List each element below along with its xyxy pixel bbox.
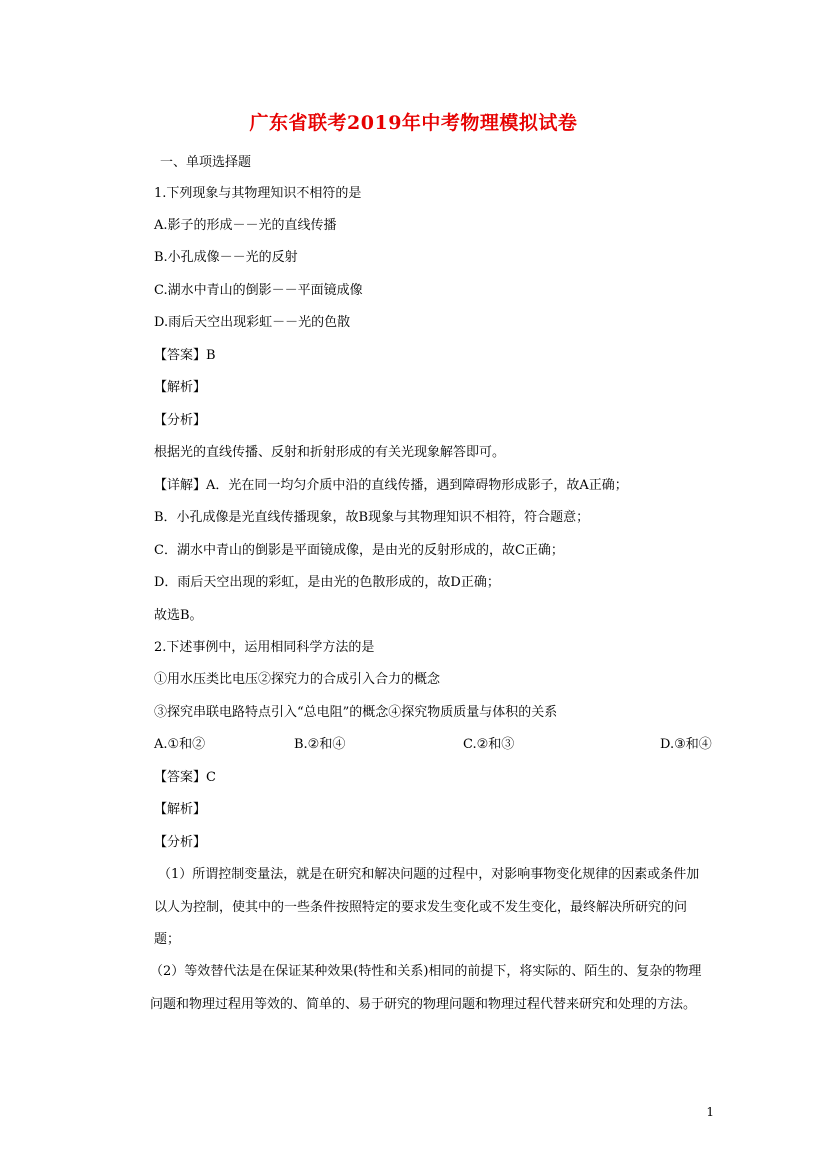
q1-detail-line: C．湖水中青山的倒影是平面镜成像，是由光的反射形成的，故C正确； [154,543,564,558]
q1-jiexi-label: 【解析】 [154,380,207,395]
q2-answer: 【答案】C [154,770,216,785]
q1-option-c: C.湖水中青山的倒影－－平面镜成像 [154,283,363,298]
document-title: 广东省联考2019年中考物理模拟试卷 [249,112,578,134]
q2-fenxi-label: 【分析】 [154,835,207,850]
q1-stem: 1.下列现象与其物理知识不相符的是 [154,186,362,201]
page-number: 1 [706,1105,714,1119]
q2-paragraph-1: （1）所谓控制变量法，就是在研究和解决问题的过程中，对影响事物变化规律的因素或条件加以人为控制，使其中的一些条件按照特定的要求发生变化或不发生变化，最终解决所研究的问题； [154,867,700,947]
q1-detail-line: 【详解】A．光在同一均匀介质中沿的直线传播，遇到障碍物形成影子，故A正确； [154,478,628,493]
q2-option-a: A.①和② [154,737,206,752]
q1-detail-line: D．雨后天空出现的彩虹，是由光的色散形成的，故D正确； [154,575,500,590]
q2-option-d: D.③和④ [660,737,712,752]
q2-option-b: B.②和④ [294,737,346,752]
section-heading: 一、单项选择题 [160,155,252,170]
q1-fenxi-text: 根据光的直线传播、反射和折射形成的有关光现象解答即可。 [154,445,506,460]
q2-jiexi-label: 【解析】 [154,802,207,817]
q1-option-d: D.雨后天空出现彩虹－－光的色散 [154,315,351,330]
q2-option-c: C.②和③ [463,737,515,752]
q1-fenxi-label: 【分析】 [154,413,207,428]
q2-item-line: ③探究串联电路特点引入“总电阻”的概念④探究物质质量与体积的关系 [154,705,558,720]
q1-answer: 【答案】B [154,348,216,363]
q1-conclusion: 故选B。 [154,608,203,623]
q1-option-b: B.小孔成像－－光的反射 [154,250,298,265]
q2-item-line: ①用水压类比电压②探究力的合成引入合力的概念 [154,672,441,687]
q1-option-a: A.影子的形成－－光的直线传播 [154,218,337,233]
q2-paragraph-2: （2）等效替代法是在保证某种效果(特性和关系)相同的前提下，将实际的、陌生的、复杂的物理问题和物理过程用等效的、简单的、易于研究的物理问题和物理过程代替来研究和处理的方法。 [150,964,702,1012]
q1-detail-line: B．小孔成像是光直线传播现象，故B现象与其物理知识不相符，符合题意； [154,510,590,525]
q2-stem: 2.下述事例中，运用相同科学方法的是 [154,640,375,655]
